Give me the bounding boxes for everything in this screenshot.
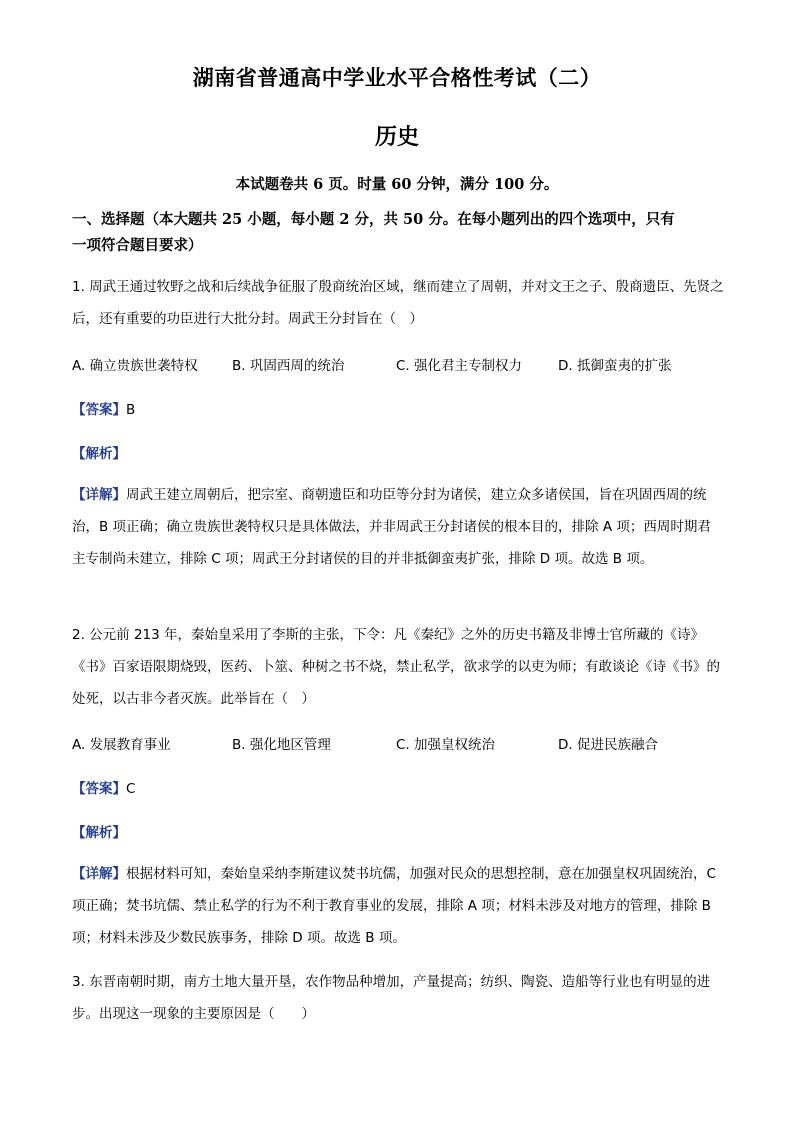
question-2-option-c: C. 加强皇权统治 [396, 737, 496, 753]
detail-label: 【详解】 [72, 866, 126, 882]
question-1-option-c: C. 强化君主专制权力 [396, 358, 523, 374]
answer-label: 【答案】 [72, 781, 126, 797]
question-1-stem: 1. 周武王通过牧野之战和后续战争征服了殷商统治区域，继而建立了周朝，并对文王之子、殷商遗臣、先贤之后，还有重要的功臣进行大批分封。周武王分封旨在（ ） [72, 279, 724, 327]
section-heading-line-2: 一项符合题目要求） [72, 237, 203, 254]
question-3-stem: 3. 东晋南朝时期，南方土地大量开垦，农作物品种增加，产量提高；纺织、陶瓷、造船等行业也有明显的进步。出现这一现象的主要原因是（ ） [72, 974, 711, 1022]
question-1-option-b: B. 巩固西周的统治 [232, 358, 345, 374]
question-2-detail [72, 858, 724, 954]
question-2-options [72, 733, 732, 757]
question-2-option-b: B. 强化地区管理 [232, 737, 331, 753]
answer-label: 【答案】 [72, 402, 126, 418]
question-2-stem: 2. 公元前 213 年，秦始皇采用了李斯的主张，下令：凡《秦纪》之外的历史书籍及非博士官所藏的《诗》《书》百家语限期烧毁，医药、卜筮、种树之书不烧，禁止私学，欲求学的以吏为师；有敢谈论《诗《书》的处死，以古非今者灭族。此举旨在（ ） [72, 627, 720, 707]
answer-value: C [126, 781, 136, 797]
detail-text: 根据材料可知，秦始皇采纳李斯建议焚书坑儒，加强对民众的思想控制，意在加强皇权巩固统治，C 项正确；焚书坑儒、禁止私学的行为不利于教育事业的发展，排除 A 项；材料未涉及对地方的管理，排除 B 项；材料未涉及少数民族事务，排除 D 项。故选 B 项。 [72, 866, 716, 946]
question-1-options [72, 354, 732, 378]
subject-title: 历史 [374, 124, 419, 150]
question-1-analysis [72, 442, 126, 462]
question-2-option-a: A. 发展教育事业 [72, 737, 171, 753]
answer-value: B [126, 402, 136, 418]
question-1-option-d: D. 抵御蛮夷的扩张 [558, 358, 672, 374]
exam-title: 湖南省普通高中学业水平合格性考试（二） [192, 65, 602, 90]
question-2-analysis [72, 821, 126, 841]
question-2-option-d: D. 促进民族融合 [558, 737, 658, 753]
question-2-answer [72, 777, 135, 797]
section-heading [72, 207, 732, 259]
question-1-option-a: A. 确立贵族世袭特权 [72, 358, 198, 374]
question-1-detail [72, 479, 724, 575]
exam-info: 本试题卷共 6 页。时量 60 分钟，满分 100 分。 [235, 176, 559, 193]
analysis-label: 【解析】 [72, 446, 126, 462]
section-heading-line-1: 一、选择题（本大题共 25 小题，每小题 2 分，共 50 分。在每小题列出的四个选项中，只有 [72, 211, 675, 228]
question-1-answer [72, 398, 135, 418]
detail-text: 周武王建立周朝后，把宗室、商朝遗臣和功臣等分封为诸侯，建立众多诸侯国，旨在巩固西周的统治，B 项正确；确立贵族世袭特权只是具体做法，并非周武王分封诸侯的根本目的，排除 A 项；西周时期君主专制尚未建立，排除 C 项；周武王分封诸侯的目的并非抵御蛮夷扩张，排除 D 项。故选 B 项。 [72, 487, 711, 567]
detail-label: 【详解】 [72, 487, 126, 503]
analysis-label: 【解析】 [72, 825, 126, 841]
